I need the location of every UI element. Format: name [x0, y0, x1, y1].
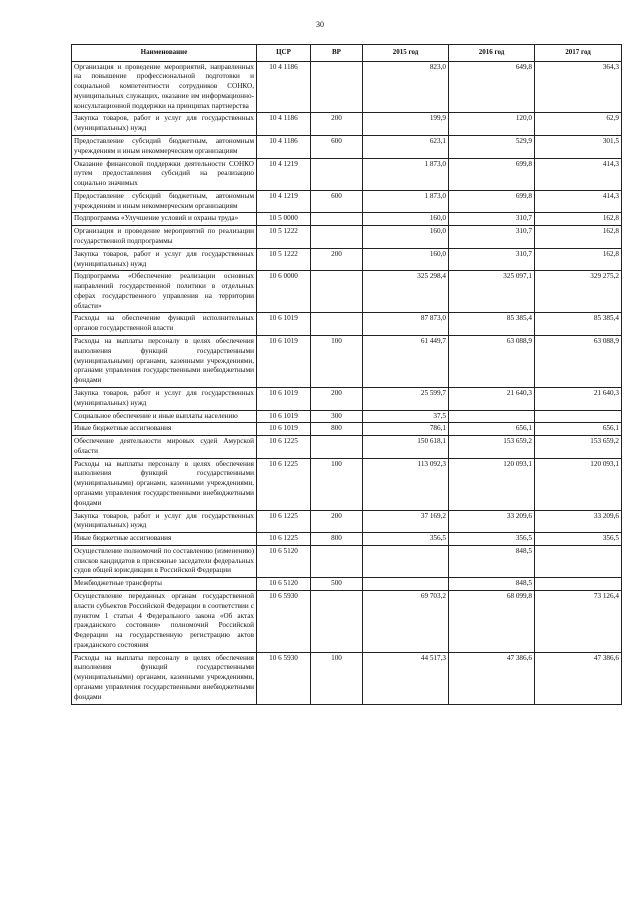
row-name: Иные бюджетные ассигнования [72, 533, 257, 546]
row-csr: 10 4 1219 [257, 190, 311, 213]
row-name: Расходы на обеспечение функций исполнительных органов государственной власти [72, 313, 257, 336]
table-row [72, 271, 622, 313]
row-2016: 699,8 [449, 158, 535, 190]
table-row [72, 510, 622, 533]
row-vr: 200 [311, 387, 363, 410]
row-2016: 649,8 [449, 61, 535, 113]
row-csr: 10 6 1225 [257, 510, 311, 533]
row-csr: 10 5 1222 [257, 248, 311, 271]
row-vr: 500 [311, 578, 363, 591]
row-name: Иные бюджетные ассигнования [72, 423, 257, 436]
row-2016: 33 209,6 [449, 510, 535, 533]
row-2015: 37 169,2 [363, 510, 449, 533]
row-2017: 356,5 [535, 533, 622, 546]
row-2017: 33 209,6 [535, 510, 622, 533]
row-2015: 160,0 [363, 248, 449, 271]
row-csr: 10 6 5120 [257, 578, 311, 591]
row-vr: 200 [311, 248, 363, 271]
row-name: Осуществление полномочий по составлению (изменению) списков кандидатов в присяжные заседатели федеральных судов общей юрисдикции в Российской Федерации [72, 545, 257, 577]
row-vr [311, 61, 363, 113]
row-csr: 10 4 1186 [257, 113, 311, 136]
row-2015: 1 873,0 [363, 190, 449, 213]
row-csr: 10 6 0000 [257, 271, 311, 313]
row-2016: 21 640,3 [449, 387, 535, 410]
table-row [72, 113, 622, 136]
header-csr: ЦСР [257, 45, 311, 62]
row-2017 [535, 578, 622, 591]
row-vr [311, 545, 363, 577]
row-vr [311, 158, 363, 190]
row-vr: 300 [311, 410, 363, 423]
table-row [72, 578, 622, 591]
row-name: Предоставление субсидий бюджетным, автономным учреждениям и иным некоммерческим организациям [72, 135, 257, 158]
row-2016: 310,7 [449, 248, 535, 271]
row-name: Осуществление переданных органам государственной власти субъектов Российской Федерации в соответствии с пунктом 1 статьи 4 Федерального закона «Об актах гражданского состояния» полномочий Российской Федерации на государственную регистрацию актов гражданского состояния [72, 591, 257, 653]
row-2015: 786,1 [363, 423, 449, 436]
row-2015: 325 298,4 [363, 271, 449, 313]
row-csr: 10 4 1219 [257, 158, 311, 190]
row-2015: 61 449,7 [363, 336, 449, 388]
row-2016: 656,1 [449, 423, 535, 436]
page-number: 30 [316, 20, 324, 29]
row-2016: 848,5 [449, 545, 535, 577]
table-row [72, 61, 622, 113]
row-2017: 120 093,1 [535, 458, 622, 510]
row-2015: 623,1 [363, 135, 449, 158]
row-name: Закупка товаров, работ и услуг для государственных (муниципальных) нужд [72, 248, 257, 271]
row-2017: 62,9 [535, 113, 622, 136]
row-name: Расходы на выплаты персоналу в целях обеспечения выполнения функций государственными (муниципальными) органами, казенными учреждениями, органами управления государственными внебюджетными фондами [72, 458, 257, 510]
table-row [72, 190, 622, 213]
row-name: Подпрограмма «Улучшение условий и охраны труда» [72, 213, 257, 226]
row-csr: 10 6 1019 [257, 387, 311, 410]
row-name: Закупка товаров, работ и услуг для государственных (муниципальных) нужд [72, 510, 257, 533]
budget-table [71, 44, 622, 705]
table-row [72, 591, 622, 653]
row-csr: 10 6 1019 [257, 313, 311, 336]
header-vr: ВР [311, 45, 363, 62]
row-csr: 10 6 1019 [257, 410, 311, 423]
row-vr [311, 271, 363, 313]
row-csr: 10 5 1222 [257, 226, 311, 249]
table-row [72, 533, 622, 546]
row-2017 [535, 545, 622, 577]
row-2016: 68 099,8 [449, 591, 535, 653]
table-row [72, 313, 622, 336]
row-2015: 69 703,2 [363, 591, 449, 653]
row-2015: 25 599,7 [363, 387, 449, 410]
row-2017: 656,1 [535, 423, 622, 436]
row-2017: 21 640,3 [535, 387, 622, 410]
row-2016: 153 659,2 [449, 436, 535, 459]
row-vr: 100 [311, 652, 363, 704]
row-2017: 153 659,2 [535, 436, 622, 459]
row-csr: 10 6 1225 [257, 533, 311, 546]
row-2016: 63 088,9 [449, 336, 535, 388]
row-vr: 800 [311, 533, 363, 546]
table-row [72, 410, 622, 423]
header-2017: 2017 год [535, 45, 622, 62]
row-vr: 800 [311, 423, 363, 436]
row-name: Межбюджетные трансферты [72, 578, 257, 591]
table-row [72, 436, 622, 459]
row-csr: 10 5 0000 [257, 213, 311, 226]
row-name: Расходы на выплаты персоналу в целях обеспечения выполнения функций государственными (муниципальными) органами, казенными учреждениями, органами управления государственными внебюджетными фондами [72, 652, 257, 704]
row-2015: 160,0 [363, 226, 449, 249]
row-2015: 37,5 [363, 410, 449, 423]
row-2015: 150 618,1 [363, 436, 449, 459]
row-2015: 823,0 [363, 61, 449, 113]
row-csr: 10 4 1186 [257, 61, 311, 113]
row-csr: 10 6 5930 [257, 652, 311, 704]
row-2015: 113 092,3 [363, 458, 449, 510]
row-vr: 100 [311, 458, 363, 510]
row-2017: 364,3 [535, 61, 622, 113]
row-2017: 47 386,6 [535, 652, 622, 704]
row-csr: 10 6 1019 [257, 423, 311, 436]
row-2017 [535, 410, 622, 423]
row-vr [311, 213, 363, 226]
row-vr: 600 [311, 135, 363, 158]
table-row [72, 135, 622, 158]
row-2016: 120 093,1 [449, 458, 535, 510]
row-2017: 301,5 [535, 135, 622, 158]
table-row [72, 652, 622, 704]
row-2016: 356,5 [449, 533, 535, 546]
row-csr: 10 6 1225 [257, 458, 311, 510]
row-vr: 600 [311, 190, 363, 213]
table-row [72, 336, 622, 388]
row-2016: 325 097,1 [449, 271, 535, 313]
row-2016: 529,9 [449, 135, 535, 158]
table-row [72, 226, 622, 249]
row-vr [311, 313, 363, 336]
header-name: Наименование [72, 45, 257, 62]
row-2015: 199,9 [363, 113, 449, 136]
row-name: Социальное обеспечение и иные выплаты населению [72, 410, 257, 423]
row-vr [311, 226, 363, 249]
row-name: Подпрограмма «Обеспечение реализации основных направлений государственной политики в отдельных сферах государственного управления на территории области» [72, 271, 257, 313]
row-2017: 63 088,9 [535, 336, 622, 388]
header-2016: 2016 год [449, 45, 535, 62]
row-vr [311, 436, 363, 459]
row-csr: 10 6 1225 [257, 436, 311, 459]
header-2015: 2015 год [363, 45, 449, 62]
row-2016: 120,0 [449, 113, 535, 136]
row-2016: 848,5 [449, 578, 535, 591]
row-2016: 699,8 [449, 190, 535, 213]
table-row [72, 158, 622, 190]
table-row [72, 248, 622, 271]
table-row [72, 387, 622, 410]
row-2017: 162,8 [535, 248, 622, 271]
row-2016: 310,7 [449, 226, 535, 249]
row-2015: 87 873,0 [363, 313, 449, 336]
row-csr: 10 6 5120 [257, 545, 311, 577]
row-2015: 44 517,3 [363, 652, 449, 704]
row-name: Оказание финансовой поддержки деятельности СОНКО путем предоставления субсидий на реализацию социально значимых [72, 158, 257, 190]
row-2016: 47 386,6 [449, 652, 535, 704]
row-2016: 310,7 [449, 213, 535, 226]
row-name: Организация и проведение мероприятий по реализации государственной подпрограммы [72, 226, 257, 249]
table-row [72, 545, 622, 577]
row-name: Обеспечение деятельности мировых судей Амурской области [72, 436, 257, 459]
row-2017: 414,3 [535, 158, 622, 190]
row-2015 [363, 578, 449, 591]
row-2017: 162,8 [535, 226, 622, 249]
row-2015: 356,5 [363, 533, 449, 546]
row-2016 [449, 410, 535, 423]
row-vr: 100 [311, 336, 363, 388]
row-2016: 85 385,4 [449, 313, 535, 336]
row-vr: 200 [311, 113, 363, 136]
row-csr: 10 6 5930 [257, 591, 311, 653]
row-2017: 414,3 [535, 190, 622, 213]
row-csr: 10 6 1019 [257, 336, 311, 388]
row-name: Расходы на выплаты персоналу в целях обеспечения выполнения функций государственными (муниципальными) органами, казенными учреждениями, органами управления государственными внебюджетными фондами [72, 336, 257, 388]
row-name: Организация и проведение мероприятий, направленных на повышение профессиональной подготовки и социальной компетентности сотрудников СОНКО, муниципальных служащих, оказание им информационно-консультационной поддержки на принципах партнерства [72, 61, 257, 113]
table-row [72, 423, 622, 436]
row-csr: 10 4 1186 [257, 135, 311, 158]
row-2017: 162,8 [535, 213, 622, 226]
row-2017: 73 126,4 [535, 591, 622, 653]
row-2017: 85 385,4 [535, 313, 622, 336]
row-vr [311, 591, 363, 653]
table-row [72, 458, 622, 510]
row-vr: 200 [311, 510, 363, 533]
row-2015: 160,0 [363, 213, 449, 226]
row-name: Закупка товаров, работ и услуг для государственных (муниципальных) нужд [72, 113, 257, 136]
row-name: Предоставление субсидий бюджетным, автономным учреждениям и иным некоммерческим организациям [72, 190, 257, 213]
row-2015 [363, 545, 449, 577]
table-header-row [72, 45, 622, 62]
row-2017: 329 275,2 [535, 271, 622, 313]
row-name: Закупка товаров, работ и услуг для государственных (муниципальных) нужд [72, 387, 257, 410]
row-2015: 1 873,0 [363, 158, 449, 190]
table-row [72, 213, 622, 226]
